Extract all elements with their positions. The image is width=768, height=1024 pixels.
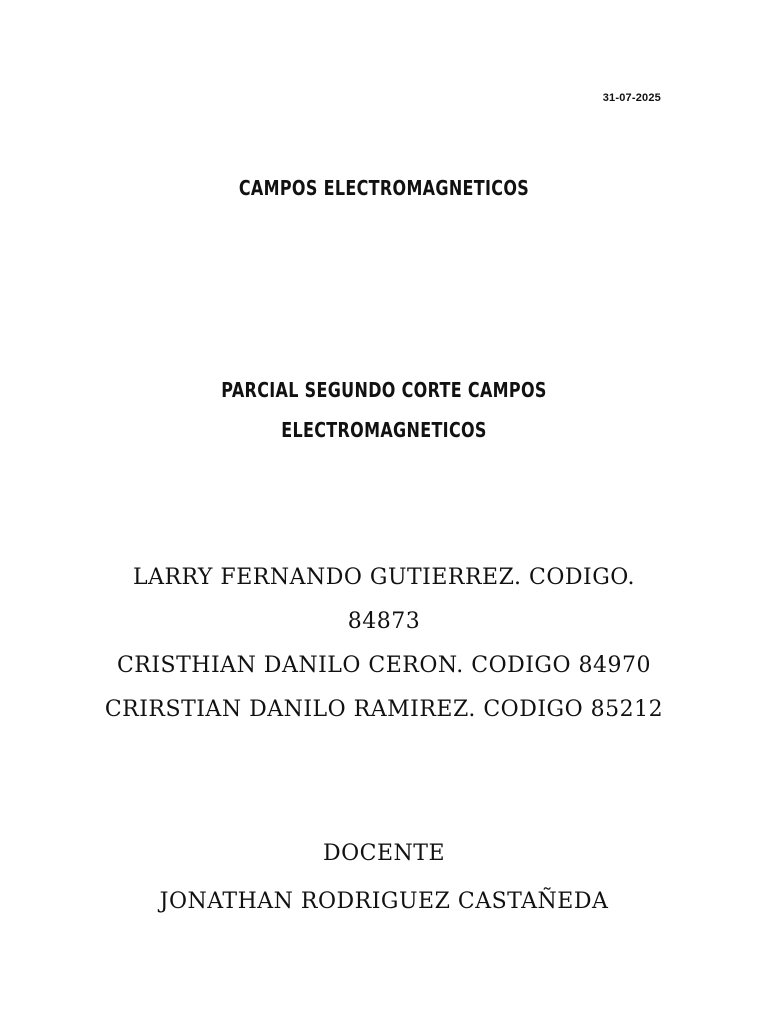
document-date: 31-07-2025 xyxy=(602,92,661,104)
author-line: CRIRSTIAN DANILO RAMIREZ. CODIGO 85212 xyxy=(104,697,664,722)
document-title: CAMPOS ELECTROMAGNETICOS xyxy=(238,176,530,200)
author-line: CRISTHIAN DANILO CERON. CODIGO 84970 xyxy=(116,653,652,678)
subtitle-line: ELECTROMAGNETICOS xyxy=(281,418,487,442)
author-line: LARRY FERNANDO GUTIERREZ. CODIGO. xyxy=(132,565,636,590)
teacher-name: JONATHAN RODRIGUEZ CASTAÑEDA xyxy=(159,889,609,914)
document-subtitle xyxy=(77,370,691,450)
author-line: 84873 xyxy=(347,609,421,634)
authors-list xyxy=(0,556,768,732)
teacher-block xyxy=(0,830,768,926)
subtitle-line: PARCIAL SEGUNDO CORTE CAMPOS xyxy=(221,378,547,402)
teacher-label: DOCENTE xyxy=(322,841,446,866)
